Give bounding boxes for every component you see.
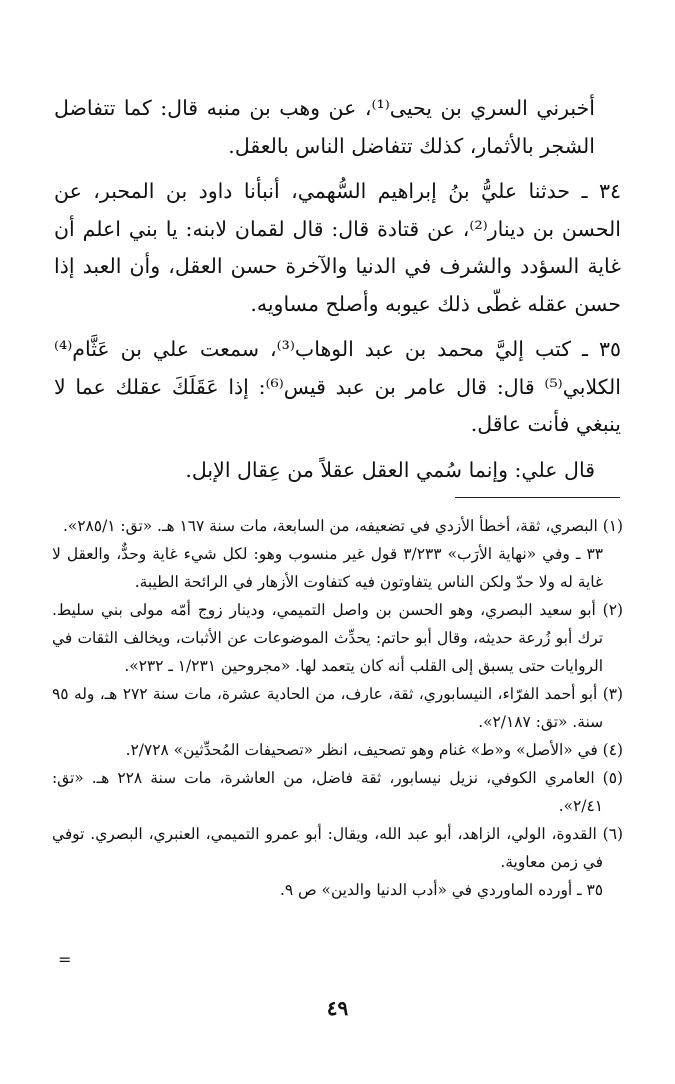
footnotes: [52, 512, 623, 904]
footnote-2: (٢) أبو سعيد البصري، وهو الحسن بن واصل التميمي، ودينار زوج أمّه مولى بني سليط. ترك أبو زُرعة حديثه، وقال أبو حاتم: يحدِّث الموضوعات عن الأثبات، ويخالف الثقات في الروايات حتى يسبق إلى القلب أنه كان يتعمد لها. «مجروحين ١/٢٣١ ـ ٢٣٢».: [52, 601, 623, 675]
footnote-3: (٣) أبو أحمد الفرّاء، النيسابوري، ثقة، عارف، من الحادية عشرة، مات سنة ٢٧٢ هـ، وله ٩٥ سنة. «تق: ٢/١٨٧».: [52, 685, 623, 731]
paragraph-34: ٣٤ ـ حدثنا عليُّ بنُ إبراهيم السُّهمي، أنبأنا داود بن المحبر، عن الحسن بن دينار⁽²⁾، عن قتادة قال: قال لقمان لابنه: يا بني اعلم أن غاية السؤدد والشرف في الدنيا والآخرة حسن العقل، وأن العبد إذا حسن عقله غطّى ذلك عيوبه وأصلح مساويه.: [54, 179, 621, 316]
footnote-6: (٦) القدوة، الولي، الزاهد، أبو عبد الله، ويقال: أبو عمرو التميمي، العنبري، البصري. توفي في زمن معاوية.: [52, 825, 623, 871]
paragraph-ali: قال علي: وإنما سُمي العقل عقلاً من عِقال الإبل.: [185, 457, 595, 482]
footnote-5: (٥) العامري الكوفي، نزيل نيسابور، ثقة فاضل، من العاشرة، مات سنة ٢٢٨ هـ. «تق: ٢/٤١».: [52, 769, 623, 815]
continuation-mark: =: [58, 950, 72, 969]
page-number: ٤٩: [326, 996, 349, 1020]
footnote-1: (١) البصري، ثقة، أخطأ الأزدي في تضعيفه، من السابعة، مات سنة ١٦٧ هـ. «تق: ٢٨٥/١».: [62, 517, 623, 535]
main-text: [54, 90, 621, 489]
footnote-33: ٣٣ ـ وفي «نهاية الأرَب» ٣/٢٣٣ قول غير منسوب وهو: لكل شيء غاية وحدٌّ، والعقل لا غاية له ولا حدّ ولكن الناس يتفاوتون فيه كتفاوت الأزهار في الرائحة الطيبة.: [52, 545, 604, 591]
paragraph-wahb: أخبرني السري بن يحيى⁽¹⁾، عن وهب بن منبه قال: كما تتفاضل الشجر بالأثمار، كذلك تتفاضل الناس بالعقل.: [54, 96, 595, 158]
paragraph-35: ٣٥ ـ كتب إليَّ محمد بن عبد الوهاب⁽³⁾، سمعت علي بن عَثَّام⁽⁴⁾ الكلابي⁽⁵⁾ قال: قال عامر بن عبد قيس⁽⁶⁾: إذا عَقَلَكَ عقلك عما لا ينبغي فأنت عاقل.: [54, 337, 621, 436]
footnote-separator: [455, 497, 620, 498]
footnote-35: ٣٥ ـ أورده الماوردي في «أدب الدنيا والدين» ص ٩.: [279, 881, 603, 899]
footnote-4: (٤) في «الأصل» و«ط» غنام وهو تصحيف، انظر «تصحيفات المُحدِّثين» ٢/٧٢٨.: [125, 741, 623, 759]
